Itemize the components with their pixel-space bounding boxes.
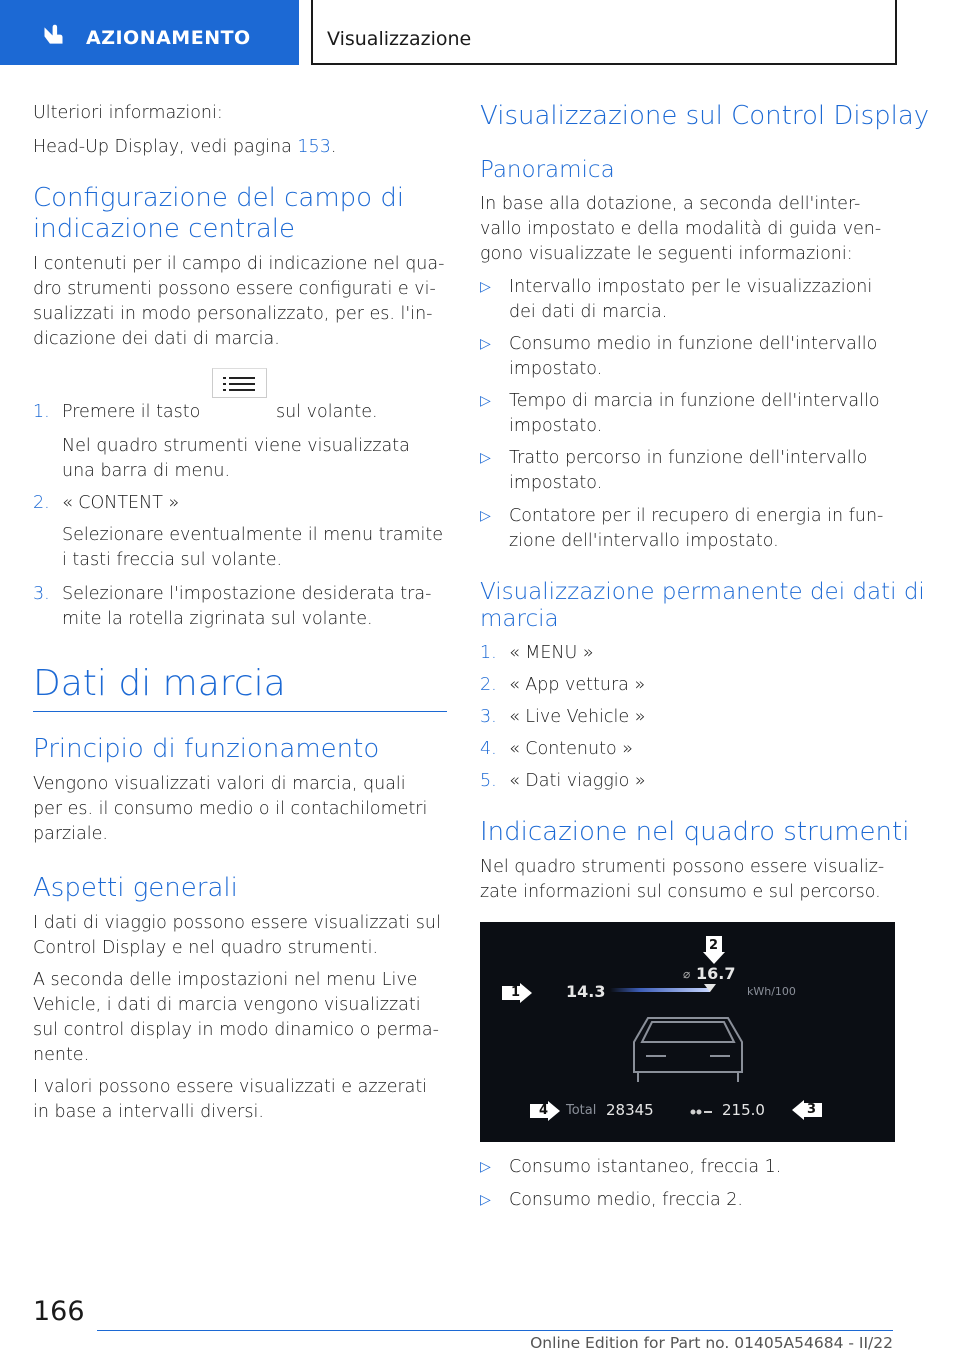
- general-line: in base a intervalli diversi.: [33, 1102, 264, 1122]
- section-title: AZIONAMENTO: [86, 27, 251, 49]
- bullet-item: [480, 504, 900, 556]
- general-line: A seconda delle impostazioni nel menu Live: [33, 970, 418, 990]
- menu-step: [480, 673, 880, 699]
- step-number: 1.: [33, 402, 50, 422]
- triangle-bullet-icon: ▷: [480, 1192, 491, 1208]
- bullet-line: Tratto percorso in funzione dell'intervallo: [509, 448, 868, 468]
- bullet-line: dei dati di marcia.: [509, 302, 668, 322]
- edition-note: Online Edition for Part no. 01405A54684 - II/22: [530, 1334, 893, 1352]
- bullet-line: zione dell'intervallo impostato.: [509, 531, 779, 551]
- bullet-line: impostato.: [509, 473, 603, 493]
- chapter-divider: [33, 711, 447, 712]
- overview-line: vallo impostato e della modalità di guida ven-: [480, 219, 882, 239]
- total-value: 28345: [606, 1101, 654, 1119]
- triangle-bullet-icon: ▷: [480, 450, 491, 466]
- badge-number: 3: [807, 1102, 817, 1117]
- page-link[interactable]: 153: [297, 137, 331, 157]
- page-number: 166: [33, 1296, 85, 1327]
- bullet-line: Tempo di marcia in funzione dell'intervallo: [509, 391, 880, 411]
- principle-line: parziale.: [33, 824, 108, 844]
- general-line: I dati di viaggio possono essere visualizzati sul: [33, 913, 441, 933]
- step-text: [62, 582, 431, 632]
- general-line: nente.: [33, 1045, 90, 1065]
- step-2: [33, 491, 453, 571]
- menu-step: [480, 769, 880, 795]
- menu-step-text: « Dati viaggio »: [509, 771, 646, 791]
- menu-step-number: 4.: [480, 739, 497, 759]
- config-body-line: sualizzati in modo personalizzato, per es. l'in-: [33, 304, 433, 324]
- hud-reference: [33, 135, 336, 160]
- hud-reference-period: .: [330, 137, 337, 157]
- triangle-bullet-icon: ▷: [480, 1159, 491, 1175]
- step-sub-line: una barra di menu.: [62, 461, 231, 481]
- perm-title-line1: Visualizzazione permanente dei dati di: [480, 579, 925, 605]
- cluster-title: Indicazione nel quadro strumenti: [480, 817, 910, 847]
- config-title-line1: Configurazione del campo di: [33, 183, 405, 213]
- bullet-item: [480, 275, 900, 327]
- badge-number: 4: [539, 1103, 549, 1118]
- general-para-2: [33, 968, 453, 1068]
- general-line: Control Display e nel quadro strumenti.: [33, 938, 379, 958]
- fig-bullet-text: Consumo istantaneo, freccia 1.: [509, 1157, 782, 1177]
- menu-step-text: « Live Vehicle »: [509, 707, 646, 727]
- footer-divider: [97, 1330, 893, 1331]
- config-body: [33, 252, 453, 352]
- menu-step-number: 2.: [480, 675, 497, 695]
- bullet-line: Consumo medio in funzione dell'intervallo: [509, 334, 878, 354]
- cluster-body: [480, 855, 900, 905]
- step-sub-line: Nel quadro strumenti viene visualizzata: [62, 436, 410, 456]
- badge-number: 2: [709, 938, 719, 953]
- header-topic-box: [311, 0, 897, 65]
- overview-title: Panoramica: [480, 157, 615, 183]
- overview-line: In base alla dotazione, a seconda dell'inter-: [480, 194, 861, 214]
- principle-line: per es. il consumo medio o il contachilometri: [33, 799, 428, 819]
- step-number: 3.: [33, 584, 50, 604]
- config-title-line2: indicazione centrale: [33, 214, 295, 244]
- list-menu-icon: [213, 369, 266, 397]
- hud-reference-text: Head-Up Display, vedi pagina: [33, 137, 298, 157]
- cluster-line: Nel quadro strumenti possono essere visualiz-: [480, 857, 885, 877]
- principle-line: Vengono visualizzati valori di marcia, quali: [33, 774, 406, 794]
- menu-step-text: « MENU »: [509, 643, 594, 663]
- general-title: Aspetti generali: [33, 873, 238, 903]
- chapter-title: Dati di marcia: [33, 663, 286, 704]
- badge-number: 1: [511, 985, 521, 1000]
- menu-step-number: 1.: [480, 643, 497, 663]
- menu-step-number: 3.: [480, 707, 497, 727]
- step-3: [33, 582, 453, 634]
- header-section-tab: [0, 0, 299, 65]
- config-body-line: dicazione dei dati di marcia.: [33, 329, 280, 349]
- step-text: Premere il tasto: [62, 402, 201, 422]
- step-text-line: mite la rotella zigrinata sul volante.: [62, 609, 373, 629]
- menu-step-number: 5.: [480, 771, 497, 791]
- fig-bullet-text: Consumo medio, freccia 2.: [509, 1190, 743, 1210]
- arrow-1-icon: [502, 983, 532, 1007]
- consumption-unit: kWh/100: [747, 985, 796, 998]
- arrow-3-icon: [792, 1100, 822, 1124]
- instrument-cluster-image: [480, 922, 895, 1142]
- perm-title-line2: marcia: [480, 606, 559, 632]
- average-symbol: ⌀: [683, 967, 691, 981]
- overview-line: gono visualizzate le seguenti informazioni:: [480, 244, 853, 264]
- bullet-line: Contatore per il recupero di energia in fun-: [509, 506, 884, 526]
- menu-step-text: « App vettura »: [509, 675, 646, 695]
- principle-body: [33, 772, 453, 847]
- general-line: sul control display in modo dinamico o perma-: [33, 1020, 439, 1040]
- triangle-bullet-icon: ▷: [480, 279, 491, 295]
- config-body-line: I contenuti per il campo di indicazione nel qua-: [33, 254, 445, 274]
- bullet-item: [480, 332, 900, 384]
- bullet-line: Intervallo impostato per le visualizzazioni: [509, 277, 873, 297]
- arrow-4-icon: [530, 1101, 560, 1125]
- range-value: 215.0: [722, 1101, 765, 1119]
- menu-button-image: [212, 368, 267, 398]
- menu-step-text: « Contenuto »: [509, 739, 633, 759]
- triangle-bullet-icon: ▷: [480, 336, 491, 352]
- step-sub-line: i tasti freccia sul volante.: [62, 550, 283, 570]
- total-label: Total: [566, 1103, 597, 1118]
- step-sub: [62, 523, 443, 573]
- step-text: « CONTENT »: [62, 493, 180, 513]
- menu-step: [480, 737, 880, 763]
- intro-line: Ulteriori informazioni:: [33, 103, 223, 123]
- average-consumption: 16.7: [696, 964, 736, 983]
- general-para-3: [33, 1075, 453, 1125]
- menu-step: [480, 641, 880, 667]
- config-body-line: dro strumenti possono essere configurati e vi-: [33, 279, 436, 299]
- overview-body: [480, 192, 900, 267]
- principle-title: Principio di funzionamento: [33, 734, 380, 764]
- bullet-item: [480, 389, 900, 441]
- cluster-line: zate informazioni sul consumo e sul percorso.: [480, 882, 881, 902]
- bullet-line: impostato.: [509, 359, 603, 379]
- triangle-bullet-icon: ▷: [480, 508, 491, 524]
- step-sub-line: Selezionare eventualmente il menu tramite: [62, 525, 443, 545]
- step-text-line: Selezionare l'impostazione desiderata tra-: [62, 584, 432, 604]
- hand-icon: [40, 22, 66, 48]
- step-sub: [62, 434, 410, 484]
- topic-title: Visualizzazione: [327, 28, 472, 50]
- cd-title: Visualizzazione sul Control Display: [480, 101, 930, 131]
- step-1: [33, 400, 453, 480]
- step-text: sul volante.: [276, 402, 378, 422]
- current-consumption: 14.3: [566, 982, 606, 1001]
- triangle-bullet-icon: ▷: [480, 393, 491, 409]
- step-number: 2.: [33, 493, 50, 513]
- general-line: Vehicle, i dati di marcia vengono visualizzati: [33, 995, 421, 1015]
- general-para-1: [33, 911, 453, 961]
- fig-bullet: [480, 1188, 900, 1214]
- menu-step: [480, 705, 880, 731]
- bullet-line: impostato.: [509, 416, 603, 436]
- general-line: I valori possono essere visualizzati e azzerati: [33, 1077, 428, 1097]
- fig-bullet: [480, 1155, 900, 1181]
- bullet-item: [480, 446, 900, 498]
